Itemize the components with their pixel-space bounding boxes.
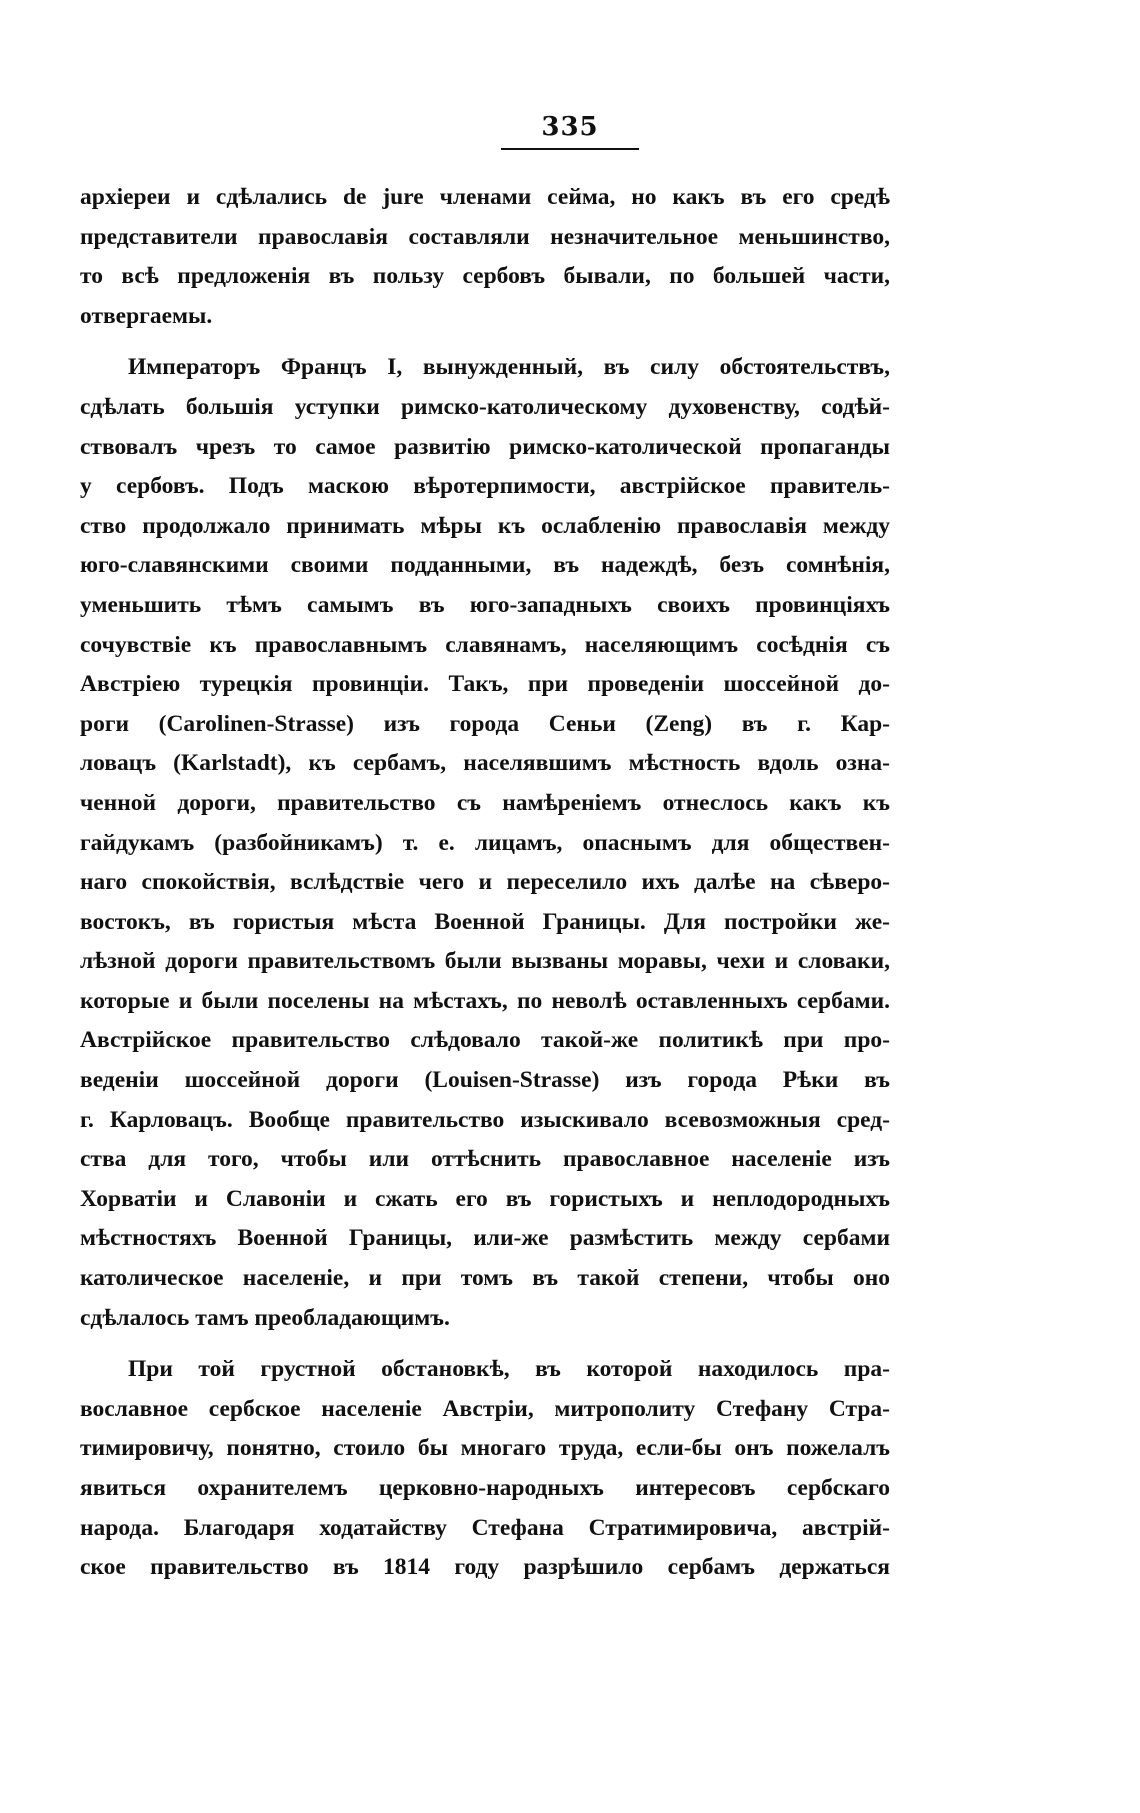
text-line: ловацъ (Karlstadt), къ сербамъ, населявшимъ мѣстность вдоль озна- [80,750,890,777]
paragraph-gap [80,1338,890,1350]
text-line: католическое населеніе, и при томъ въ такой степени, чтобы оно [80,1265,890,1292]
text-line: сдѣлать большія уступки римско-католическому духовенству, содѣй- [80,393,890,420]
text-line: сочувствіе къ православнымъ славянамъ, населяющимъ сосѣднія съ [80,631,890,658]
paragraph-gap [80,336,890,348]
text-line: ствовалъ чрезъ то самое развитію римско-католической пропаганды [80,433,890,460]
text-line: роги (Carolinen-Strasse) изъ города Сеньи (Zeng) въ г. Кар- [80,710,890,737]
text-line: наго спокойствія, вслѣдствіе чего и переселило ихъ далѣе на сѣверо- [80,869,890,896]
text-line: тимировичу, понятно, стоило бы многаго труда, если-бы онъ пожелалъ [80,1435,890,1462]
text-line: Австріею турецкія провинціи. Такъ, при проведеніи шоссейной до- [80,671,890,698]
page-header [0,112,1140,150]
text-line: ское правительство въ 1814 году разрѣшило сербамъ держаться [80,1554,890,1581]
text-line: явиться охранителемъ церковно-народныхъ интересовъ сербскаго [80,1475,890,1501]
text-line: Императоръ Францъ I, вынужденный, въ силу обстоятельствъ, [128,354,890,381]
paragraph-1 [80,178,890,336]
text-line: вославное сербское населеніе Австріи, митрополиту Стефану Стра- [80,1395,890,1422]
text-line: Австрійское правительство слѣдовало такой-же политикѣ при про- [80,1027,890,1054]
text-line: то всѣ предложенія въ пользу сербовъ бывали, по большей части, [80,263,890,290]
text-line: востокъ, въ гористыя мѣста Военной Границы. Для постройки же- [80,908,890,935]
text-line: у сербовъ. Подъ маскою вѣротерпимости, австрійское правитель- [80,473,890,500]
text-line: гайдукамъ (разбойникамъ) т. е. лицамъ, опаснымъ для обществен- [80,829,890,856]
text-line: представители православія составляли незначительное меньшинство, [80,223,890,250]
text-line: ство продолжало принимать мѣры къ ослабленію православія между [80,512,890,539]
paragraph-3 [80,1350,890,1588]
text-line: народа. Благодаря ходатайству Стефана Стратимировича, австрій- [80,1514,890,1541]
text-line: сдѣлалось тамъ преобладающимъ. [80,1304,450,1331]
text-line: г. Карловацъ. Вообще правительство изыскивало всевозможныя сред- [80,1106,890,1133]
text-line: веденіи шоссейной дороги (Louisen-Strasse) изъ города Рѣки въ [80,1067,890,1094]
text-line: архіереи и сдѣлались de jure членами сейма, но какъ въ его средѣ [80,184,890,210]
text-line: юго-славянскими своими подданными, въ надеждѣ, безъ сомнѣнія, [80,552,890,579]
paragraph-2 [80,348,890,1338]
text-line: лѣзной дороги правительствомъ были вызваны моравы, чехи и словаки, [80,948,890,975]
text-line: При той грустной обстановкѣ, въ которой находилось пра- [128,1356,890,1383]
body-text [80,178,890,1588]
text-line: мѣстностяхъ Военной Границы, или-же размѣстить между сербами [80,1225,890,1252]
text-line: отвергаемы. [80,302,213,329]
page-number: 335 [501,112,638,150]
text-line: ченной дороги, правительство съ намѣреніемъ отнеслось какъ къ [80,789,890,816]
text-line: Хорватіи и Славоніи и сжать его въ гористыхъ и неплодородныхъ [80,1185,890,1212]
text-line: ства для того, чтобы или оттѣснить православное населеніе изъ [80,1146,890,1173]
text-line: уменьшить тѣмъ самымъ въ юго-западныхъ своихъ провинціяхъ [80,591,890,618]
text-line: которые и были поселены на мѣстахъ, по неволѣ оставленныхъ сербами. [80,987,890,1014]
